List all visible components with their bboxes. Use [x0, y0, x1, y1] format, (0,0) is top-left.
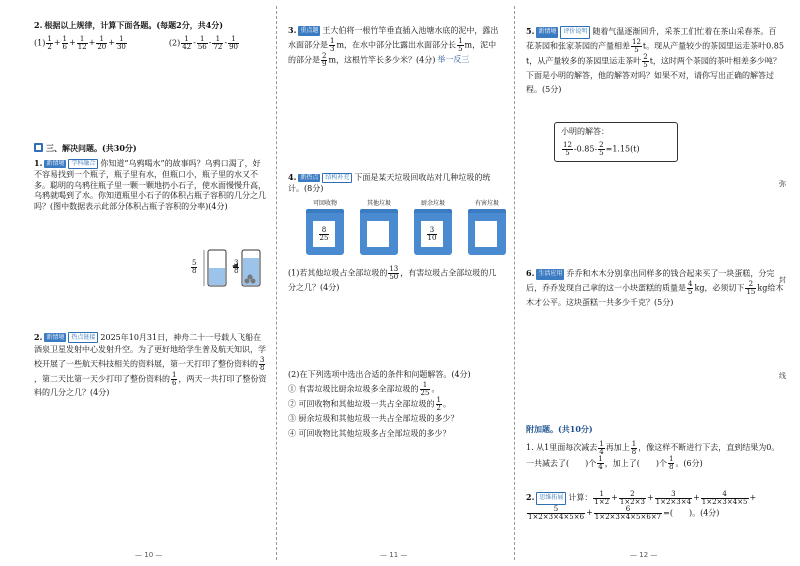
- bin-recyclable: 可回收物 8 25: [306, 200, 344, 255]
- page-number: — 10 —: [135, 550, 163, 559]
- problem-4-sub2: (2)在下列选项中选出合适的条件和问题解答。(4分) ① 有害垃圾比厨余垃圾多全部垃圾的 $\frac{1}{25}$ 。 ② 可回收物和其他垃圾一共占全部垃圾的 $\frac{1}{2}$ 。 ③ 厨余垃圾和其他垃圾一共占全部垃圾的多少？ ④ 可回收物比其他垃圾多占全部垃圾的多少？: [288, 368, 504, 441]
- practice-link[interactable]: 举一反三: [437, 55, 470, 65]
- expression-1: (1) $\frac{1}{2}$ + $\frac{1}{6}$ + $\frac{1}{12}$ + $\frac{1}{20}$ + $\frac{1}{30}$: [34, 34, 126, 51]
- expression-2: (2) $\frac{1}{42}$ - $\frac{1}{56}$ - $\frac{1}{72}$ - $\frac{1}{90}$: [168, 34, 238, 51]
- extra-2: 2. 思维拓展 计算： $\frac{1}{1\times 2}$ + $\frac{2}{1\times 2\times 3}$ + $\frac{3}{1\times 2\times 3\times 4}$ + $\frac{4}{1\times 2\times 3\times 4\times 5}$ + $\frac{5}{1\times 2\times 3\times 4\times 5\times 6}$ + $\frac{6}{1\times 2\times 3\times 4\times 5\times 6\times 7}$ =( )。(4分): [526, 489, 757, 521]
- fraction: $\frac{6}{1\times 2\times 3\times 4\times 5\times 6\times 7}$: [594, 504, 662, 521]
- sample-answer-box: 小明的解答： $\frac{12}{5}$ -0.85- $\frac{2}{5}$ =1.15(t): [554, 122, 678, 162]
- fraction: $\frac{1}{12}$: [77, 34, 87, 51]
- expressions: [34, 36, 268, 51]
- page-divider: [514, 6, 515, 560]
- fraction: $\frac{1}{30}$: [116, 34, 126, 51]
- fraction: $\frac{1}{72}$: [213, 34, 223, 51]
- problem-4-sub1: (1)若其他垃圾占全部垃圾的 $\frac{13}{50}$ ，有害垃圾占全部垃圾的几分之几？(4分): [288, 265, 497, 292]
- fraction: $\frac{1}{90}$: [229, 34, 238, 51]
- fraction: $\frac{2}{1\times 2\times 3}$: [619, 489, 645, 506]
- fraction: $\frac{1}{6}$: [62, 34, 67, 51]
- problem-3: 3. 重点题 王大伯将一根竹竿垂直插入池塘水底的泥中，露出水面部分是 $\frac{1}{3}$ m，在水中部分比露出水面部分长 $\frac{1}{5}$ m，泥中的部分是 $\frac{2}{9}$ m，这根竹竿长多少米？(4分) 举一反三: [288, 25, 499, 68]
- bin-hazardous: 有害垃圾: [468, 200, 506, 255]
- page-number: — 11 —: [380, 550, 408, 559]
- jar-illustration: 5 8 3 8: [190, 240, 270, 290]
- page-divider: [276, 6, 277, 560]
- fraction: $\frac{1}{2}$: [47, 34, 52, 51]
- tag-subject: 学科融合: [68, 159, 98, 169]
- sample-answer-expression: $\frac{12}{5}$ -0.85- $\frac{2}{5}$ =1.15(t): [563, 140, 640, 157]
- page-middle: [280, 0, 512, 566]
- section-icon: [34, 143, 43, 152]
- page-left: [0, 0, 272, 566]
- option-2: ② 可回收物和其他垃圾一共占全部垃圾的 $\frac{1}{2}$ 。: [288, 396, 452, 413]
- question-2: [34, 20, 268, 51]
- bin-kitchen: 厨余垃圾 3 10: [414, 200, 452, 255]
- question-number: 2.: [34, 20, 43, 30]
- problem-1: 1. 新情境 学科融合 你知道“乌鸦喝水”的故事吗？乌鸦口渴了，好不容易找到一个瓶子，瓶子里有水，但瓶口小，瓶子里的水又不多。聪明的乌鸦往瓶子里一颗一颗地扔小石子，使水面慢慢升高，乌鸦就喝到了水。你知道瓶里小石子的体积占瓶子容积的几分之几吗？(图中数据表示此部分体积占瓶子容积的分率)(4分): [34, 158, 266, 212]
- fraction: $\frac{1}{20}$: [97, 34, 107, 51]
- section-3-title: 三、解决问题。(共30分): [34, 143, 268, 155]
- problem-4: 4. 新热点 结构补充 下面是某天垃圾回收站对几种垃圾的统计。(8分): [288, 172, 491, 193]
- extra-1: 1. 从1里面每次减去 $\frac{1}{4}$ 再加上 $\frac{1}{8}$ ，像这样不断进行下去，直到结果为0。一共减去了( )个 $\frac{1}{4}$ ，加上了( )个 $\frac{1}{8}$ 。(6分): [526, 439, 780, 471]
- question-text: 根据以上规律，计算下面各题。(每题2分，共4分): [44, 20, 224, 30]
- fraction: $\frac{1}{42}$: [182, 34, 192, 51]
- option-3: ③ 厨余垃圾和其他垃圾一共占全部垃圾的多少？: [288, 414, 459, 424]
- page-right: [520, 0, 788, 566]
- extra-title: 附加题。(共10分): [526, 424, 593, 434]
- fraction: $\frac{5}{1\times 2\times 3\times 4\times 5\times 6}$: [528, 504, 585, 521]
- binding-mark: 线: [779, 372, 786, 380]
- trash-bins: [306, 200, 506, 260]
- problem-text: 你知道“乌鸦喝水”的故事吗？乌鸦口渴了，好不容易找到一个瓶子，瓶子里有水，但瓶口小，瓶子里的水又不多。聪明的乌鸦往瓶子里一颗一颗地扔小石子，使水面慢慢升高，乌鸦就喝到了水。你知道瓶里小石子的体积占瓶子容积的几分之几吗？(图中数据表示此部分体积占瓶子容积的分率)(4分): [34, 159, 266, 212]
- fraction: $\frac{1}{56}$: [197, 34, 207, 51]
- option-4: ④ 可回收物比其他垃圾多占全部垃圾的多少？: [288, 428, 451, 438]
- problem-2: 2. 新情境 热点链接 2025年10月31日，神舟二十一号载人飞船在酒泉卫星发射中心发射升空。为了更好地给学生普及航天知识，学校开展了一些航天科技相关的资料展，第一天打印了整份资料的 $\frac{3}{8}$ ，第二天比第一天少打印了整份资料的 $\frac{1}{6}$ ，两天一共打印了整份资料的几分之几？(4分): [34, 332, 267, 397]
- fraction: $\frac{4}{1\times 2\times 3\times 4\times 5}$: [701, 489, 748, 506]
- tag-new-situation: 新情境: [46, 160, 65, 167]
- problem-6: 6. 生活应用 乔乔和木木分别拿出同样多的钱合起来买了一块蛋糕，分完后，乔乔发现自己拿的这一小块蛋糕的质量是 $\frac{4}{5}$ kg，必须切下 $\frac{2}{15}$ kg给木木才公平。这块蛋糕一共多少千克？(5分): [526, 268, 784, 308]
- option-1: ① 有害垃圾比厨余垃圾多全部垃圾的 $\frac{1}{25}$ 。: [288, 381, 440, 398]
- page-number: — 12 —: [630, 550, 658, 559]
- fraction: $\frac{3}{1\times 2\times 3\times 4}$: [655, 489, 692, 506]
- problem-5: 5. 新情境 评价说明 随着气温逐渐回升，采茶工们忙着在茶山采春茶。百花茶园和张家茶园的产量相差 $\frac{12}{5}$ t。现从产量较少的茶园里运走茶叶0.85 t，从产量较多的茶园里运走茶叶 $\frac{2}{5}$ t，这时两个茶园的茶叶相差多少吨？下面是小明的解答，他的解答对吗？如果不对，请你写出正确的解答过程。(5分): [526, 26, 784, 94]
- binding-mark: 封: [779, 276, 786, 284]
- bin-other: 其他垃圾: [360, 200, 398, 255]
- fraction: $\frac{1}{1\times 2}$: [594, 489, 610, 506]
- binding-mark: 弥: [779, 180, 786, 188]
